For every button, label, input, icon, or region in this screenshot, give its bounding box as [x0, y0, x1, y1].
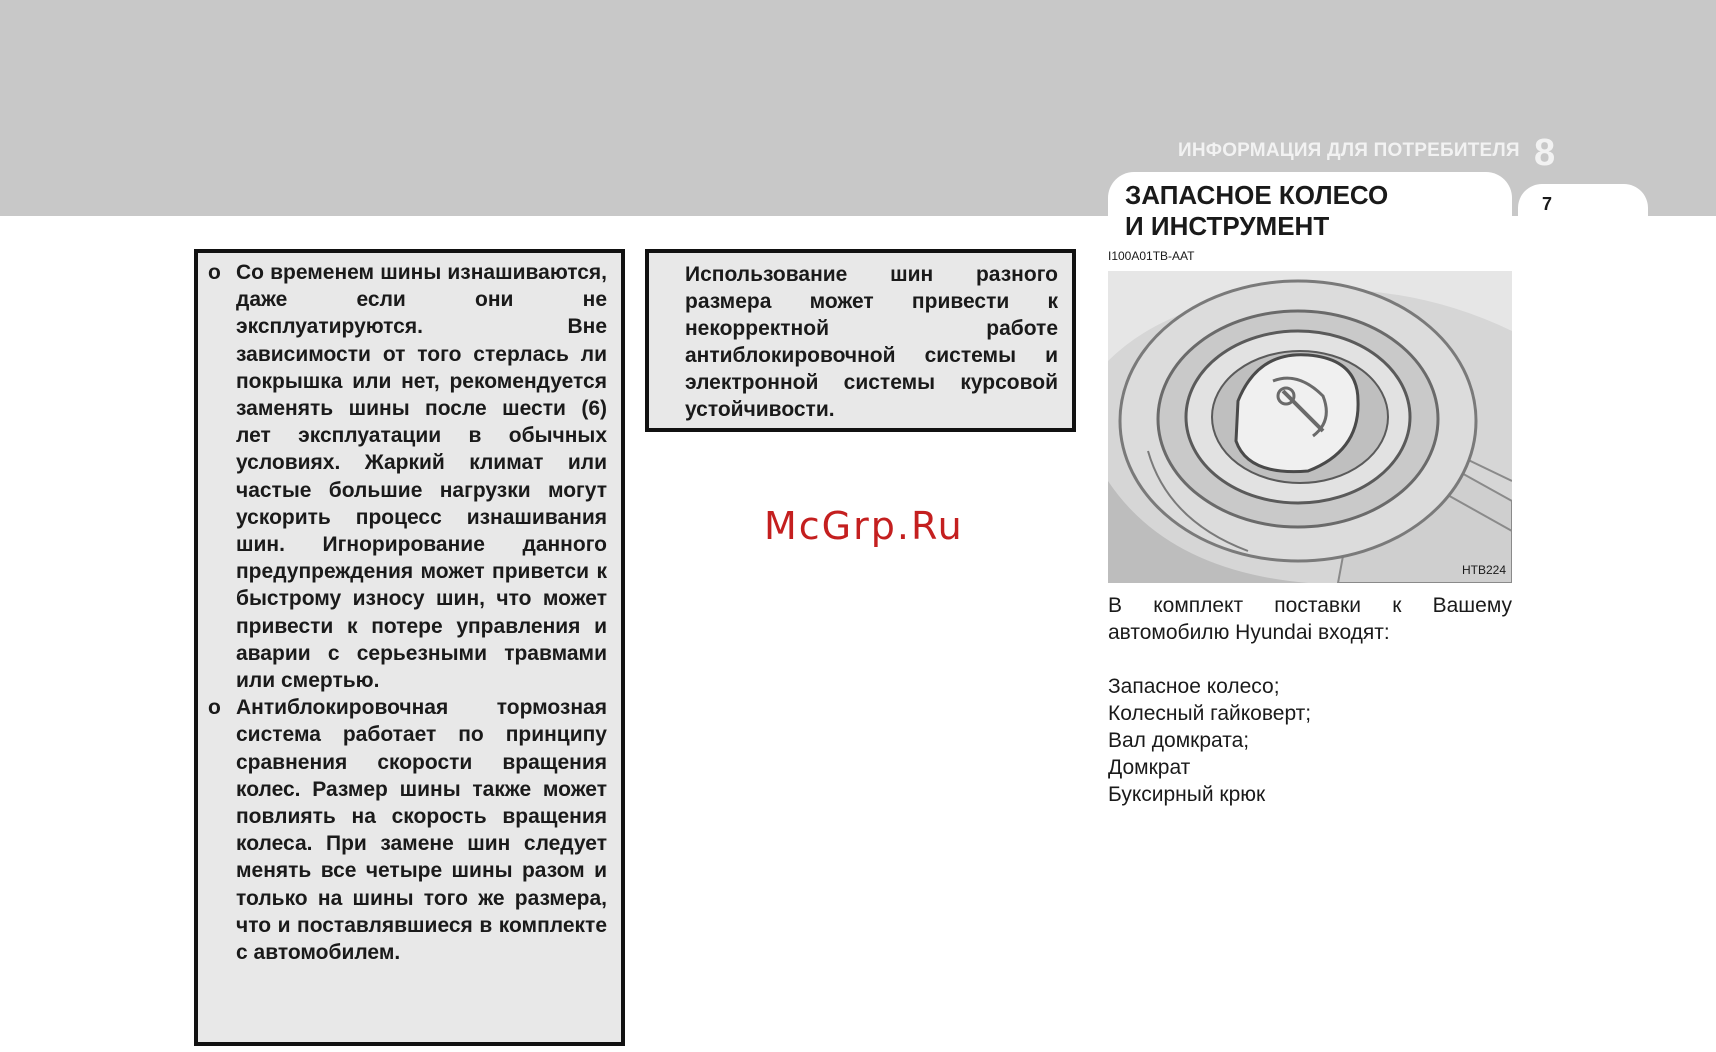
kit-item-wheel-wrench: Колесный гайковерт; — [1108, 702, 1312, 725]
warning-item-text: Антиблокировочная тормозная система работает по принципу сравнения скорости вращения колес. Размер шины также может повлиять на скорость вращения колеса. При замене шин следует менять все четыре шины разом и только на шины того же размера, что и поставлявшиеся в комплекте с автомобилем. — [236, 696, 607, 965]
warning-item-abs — [208, 694, 607, 966]
kit-description — [1108, 592, 1512, 808]
heading-line-2: И ИНСТРУМЕНТ — [1125, 211, 1330, 241]
page-number: 7 — [1542, 194, 1553, 214]
heading-code: I100A01TB-AAT — [1108, 249, 1195, 263]
bullet-marker: o — [208, 261, 221, 284]
heading-line-1: ЗАПАСНОЕ КОЛЕСО — [1125, 180, 1389, 210]
tire-warning-box — [194, 249, 625, 1046]
kit-item-spare-wheel: Запасное колесо; — [1108, 675, 1280, 698]
tire-size-warning-box — [645, 249, 1076, 432]
spare-wheel-illustration — [1108, 271, 1512, 583]
kit-item-jack-shaft: Вал домкрата; — [1108, 729, 1250, 752]
bullet-marker: o — [208, 696, 221, 720]
warning-item-text: Со временем шины изнашиваются, даже если они не эксплуатируются. Вне зависимости от того стерлась ли покрышка или нет, рекомендуется заменять шины после шести (6) лет эксплуатации в обычных условиях. Жаркий климат или частые большие нагрузки могут ускорить процесс изнашивания шин. Игнорирование данного предупреждения может приветси к быстрому износу шин, что может привести к потере управления и аварии с серьезными травмами или смертью. — [236, 261, 607, 693]
page-tab — [1518, 184, 1648, 232]
spare-wheel-drawing — [1108, 271, 1512, 583]
kit-intro: В комплект поставки к Вашему автомобилю Hyundai входят: — [1108, 594, 1512, 644]
kit-item-jack: Домкрат — [1108, 756, 1191, 779]
section-heading — [1125, 180, 1388, 242]
section-title: ИНФОРМАЦИЯ ДЛЯ ПОТРЕБИТЕЛЯ — [1178, 140, 1520, 161]
chapter-number: 8 — [1534, 132, 1556, 174]
kit-item-tow-hook: Буксирный крюк — [1108, 783, 1266, 806]
tire-size-warning-text: Использование шин разного размера может привести к некорректной работе антиблокировочной системы и электронной системы курсовой устойчивости. — [685, 263, 1058, 421]
watermark: McGrp.Ru — [764, 504, 964, 548]
warning-item-tire-age — [208, 259, 607, 694]
figure-code: HTB224 — [1461, 563, 1506, 577]
